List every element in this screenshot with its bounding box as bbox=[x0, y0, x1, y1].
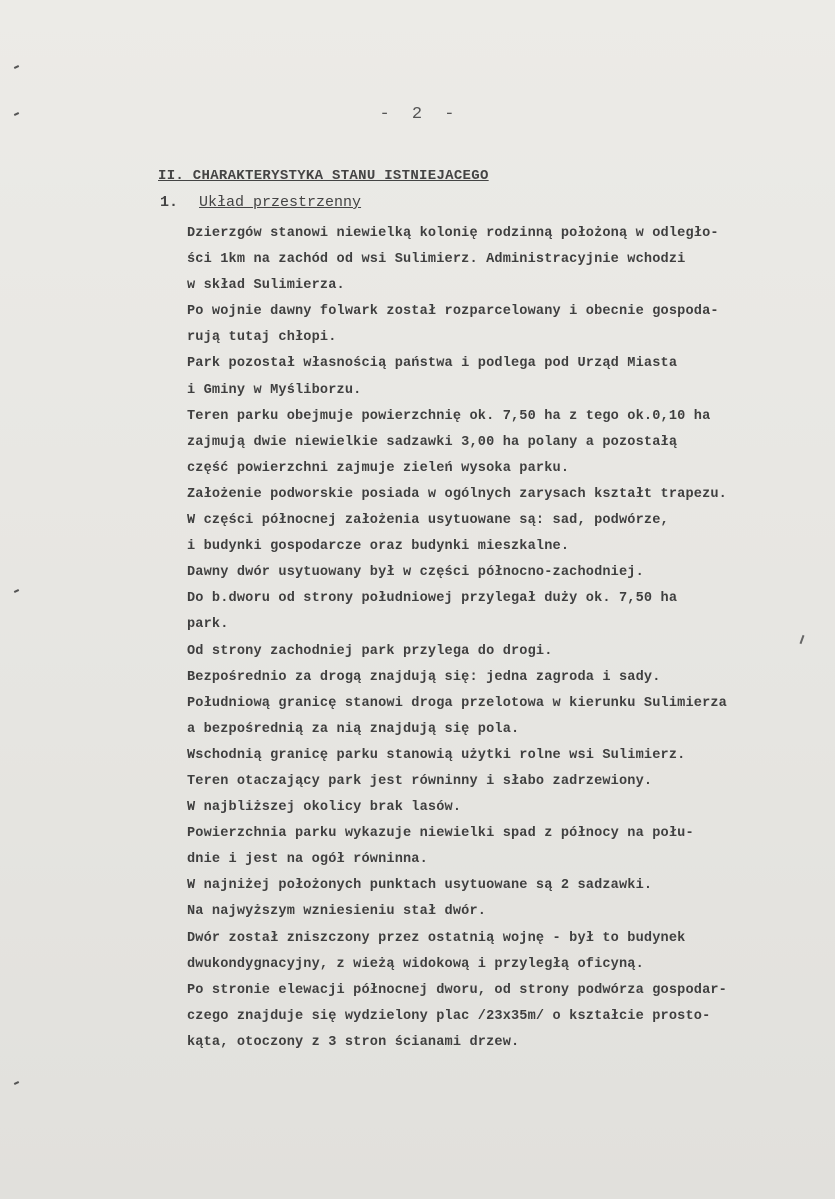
text-line: kąta, otoczony z 3 stron ścianami drzew. bbox=[187, 1034, 520, 1050]
text-line: ści 1km na zachód od wsi Sulimierz. Administracyjnie wchodzi bbox=[187, 252, 686, 268]
text-line: a bezpośrednią za nią znajdują się pola. bbox=[187, 721, 520, 737]
page-number: - 2 - bbox=[379, 105, 461, 124]
text-line: Teren otaczający park jest równinny i słabo zadrzewiony. bbox=[187, 773, 653, 789]
text-line: Po stronie elewacji północnej dworu, od strony podwórza gospodar- bbox=[187, 982, 727, 998]
text-line: park. bbox=[187, 617, 229, 633]
text-line: Południową granicę stanowi droga przelotowa w kierunku Sulimierza bbox=[187, 695, 727, 711]
text-line: Powierzchnia parku wykazuje niewielki spad z północy na połu- bbox=[187, 826, 694, 842]
text-line: Bezpośrednio za drogą znajdują się: jedna zagroda i sady. bbox=[187, 669, 661, 685]
text-line: rują tutaj chłopi. bbox=[187, 330, 337, 346]
text-line: część powierzchni zajmuje zieleń wysoka parku. bbox=[187, 460, 570, 476]
subsection-title: Układ przestrzenny bbox=[199, 194, 362, 211]
text-line: zajmują dwie niewielkie sadzawki 3,00 ha polany a pozostałą bbox=[187, 434, 678, 450]
text-line: Po wojnie dawny folwark został rozparcelowany i obecnie gospoda- bbox=[187, 304, 719, 320]
text-line: Dwór został zniszczony przez ostatnią wojnę - był to budynek bbox=[187, 930, 686, 946]
text-line: W najbliższej okolicy brak lasów. bbox=[187, 800, 462, 816]
text-line: czego znajduje się wydzielony plac /23x35m/ o kształcie prosto- bbox=[187, 1008, 711, 1024]
subsection-number: 1. bbox=[160, 194, 179, 211]
body-text bbox=[187, 221, 832, 1056]
text-line: Założenie podworskie posiada w ogólnych zarysach kształt trapezu. bbox=[187, 486, 727, 502]
text-line: Do b.dworu od strony południowej przylegał duży ok. 7,50 ha bbox=[187, 591, 678, 607]
text-line: dwukondygnacyjny, z wieżą widokową i przyległą oficyną. bbox=[187, 956, 644, 972]
subsection-heading bbox=[160, 194, 361, 211]
text-line: Dawny dwór usytuowany był w części północno-zachodniej. bbox=[187, 565, 644, 581]
text-line: i budynki gospodarcze oraz budynki mieszkalne. bbox=[187, 539, 570, 555]
text-line: W części północnej założenia usytuowane są: sad, podwórze, bbox=[187, 513, 669, 529]
text-line: i Gminy w Myśliborzu. bbox=[187, 382, 362, 398]
text-line: Na najwyższym wzniesieniu stał dwór. bbox=[187, 904, 487, 920]
section-heading: II. CHARAKTERYSTYKA STANU ISTNIEJACEGO bbox=[158, 168, 489, 184]
text-line: Od strony zachodniej park przylega do drogi. bbox=[187, 643, 553, 659]
text-line: w skład Sulimierza. bbox=[187, 278, 345, 294]
text-line: Teren parku obejmuje powierzchnię ok. 7,50 ha z tego ok.0,10 ha bbox=[187, 408, 711, 424]
text-line: Wschodnią granicę parku stanowią użytki rolne wsi Sulimierz. bbox=[187, 747, 686, 763]
text-line: dnie i jest na ogół równinna. bbox=[187, 852, 428, 868]
text-line: Dzierzgów stanowi niewielką kolonię rodzinną położoną w odległo- bbox=[187, 226, 719, 241]
text-line: Park pozostał własnością państwa i podlega pod Urząd Miasta bbox=[187, 356, 678, 372]
text-line: W najniżej położonych punktach usytuowane są 2 sadzawki. bbox=[187, 878, 653, 894]
